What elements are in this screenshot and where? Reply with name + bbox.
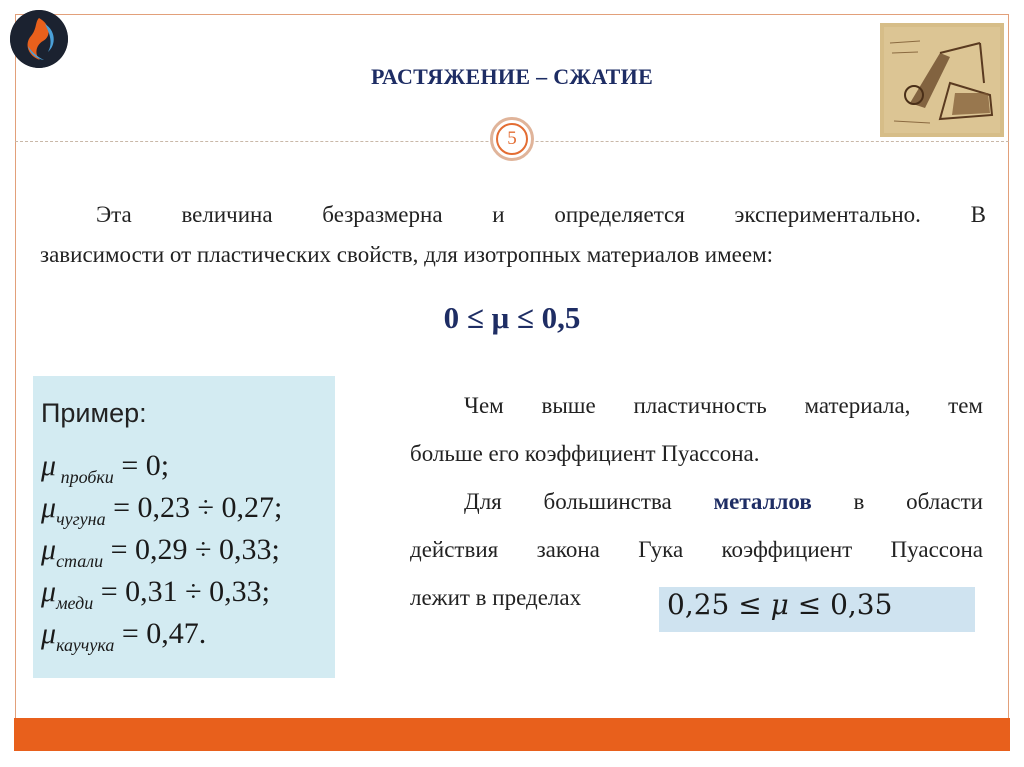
- range-formula-box: [659, 587, 975, 632]
- material-value: = 0,31 ÷ 0,33;: [93, 575, 270, 608]
- mu-symbol: μ: [41, 449, 57, 482]
- mu-symbol: μ: [41, 575, 57, 608]
- intro-line-1: Эта величина безразмерна и определяется экспериментально. В: [96, 202, 986, 227]
- material-value: = 0,47.: [114, 617, 207, 650]
- material-value: = 0;: [113, 449, 170, 482]
- range-left: 0,25 ≤: [667, 588, 771, 621]
- example-row-cork: [41, 449, 335, 491]
- material-subscript: пробки: [56, 467, 114, 487]
- intro-paragraph: [40, 190, 986, 280]
- metals-line-1-end: в области: [811, 489, 983, 514]
- example-row-rubber: [41, 617, 335, 659]
- material-value: = 0,29 ÷ 0,33;: [103, 533, 280, 566]
- example-title: Пример:: [41, 398, 147, 428]
- mu-symbol: μ: [41, 533, 57, 566]
- main-formula: 0 ≤ μ ≤ 0,5: [443, 300, 581, 335]
- material-subscript: стали: [56, 551, 104, 571]
- frame-left-line: [15, 14, 16, 719]
- right-text-block: [410, 382, 983, 622]
- range-mu: μ: [770, 588, 789, 621]
- metals-line-1: [410, 478, 983, 526]
- metals-line-1-start: Для большинства: [464, 489, 714, 514]
- example-row-copper: [41, 575, 335, 617]
- plasticity-line-1: Чем выше пластичность материала, тем: [464, 393, 983, 418]
- material-subscript: каучука: [56, 635, 115, 655]
- range-right: ≤ 0,35: [788, 588, 893, 621]
- material-subscript: меди: [56, 593, 94, 613]
- example-row-cast-iron: [41, 491, 335, 533]
- example-row-steel: [41, 533, 335, 575]
- intro-line-2: зависимости от пластических свойств, для изотропных материалов имеем:: [40, 242, 774, 267]
- frame-right-line: [1008, 14, 1009, 719]
- material-subscript: чугуна: [56, 509, 106, 529]
- material-value: = 0,23 ÷ 0,27;: [105, 491, 283, 524]
- metals-highlight: металлов: [713, 489, 812, 514]
- university-logo-icon: [10, 10, 68, 68]
- slide-title: РАСТЯЖЕНИЕ – СЖАТИЕ: [370, 64, 654, 89]
- example-box: [33, 376, 335, 678]
- mu-symbol: μ: [41, 617, 57, 650]
- plasticity-line-2: больше его коэффициент Пуассона.: [410, 441, 760, 466]
- metals-line-3: лежит в пределах: [410, 585, 582, 610]
- metals-line-2: действия закона Гука коэффициент Пуассона: [410, 537, 983, 562]
- paragraph-plasticity: [410, 382, 983, 478]
- page-number-badge: [490, 117, 534, 161]
- footer-bar: [14, 718, 1010, 751]
- frame-top-line: [15, 14, 1009, 15]
- page-number: 5: [496, 123, 528, 155]
- mu-symbol: μ: [41, 491, 57, 524]
